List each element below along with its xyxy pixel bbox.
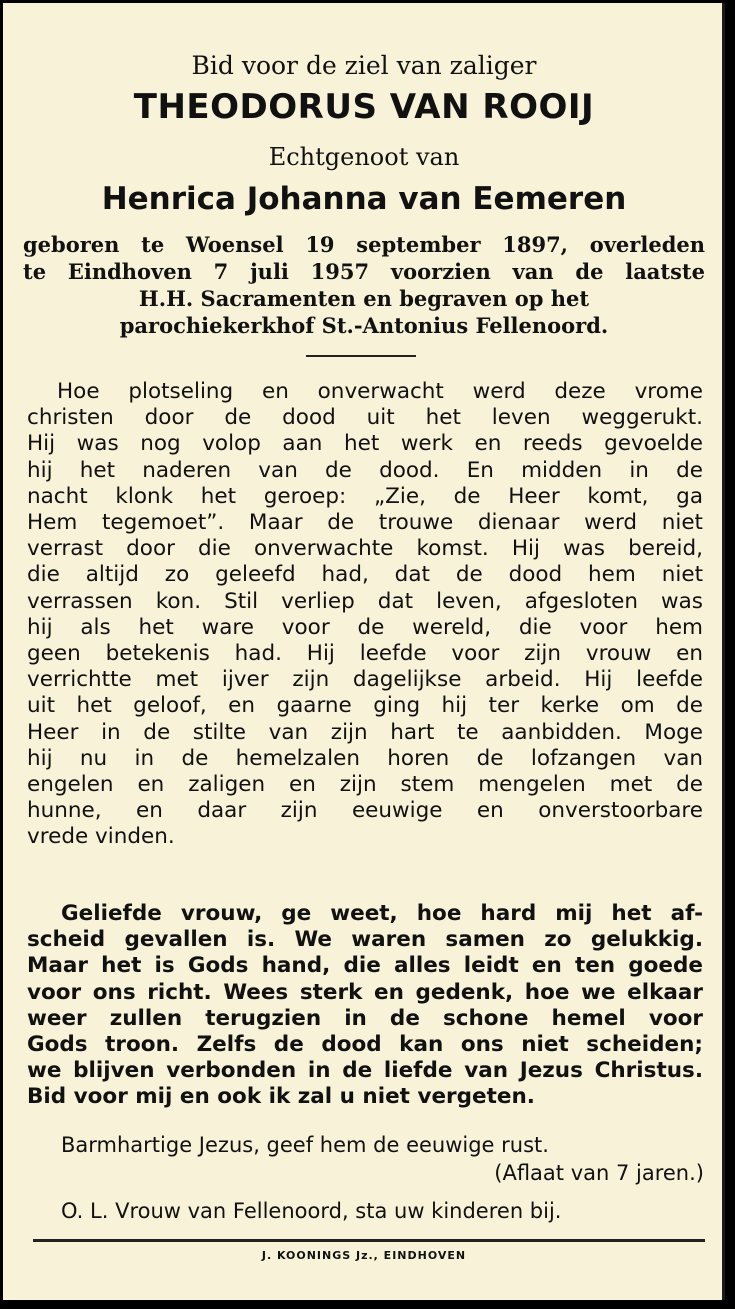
paragraph-2: [27, 901, 703, 1111]
short-divider: [306, 355, 416, 357]
text-line: Gods troon. Zelfs de dood kan ons niet scheiden;: [27, 1032, 703, 1058]
text-line: hunne, en daar zijn eeuwige en onverstoorbare: [27, 798, 703, 824]
text-line: verrassen kon. Stil verliep dat leven, afgesloten was: [27, 588, 703, 614]
text-line: voor ons richt. Wees sterk en gedenk, hoe we elkaar: [27, 979, 703, 1005]
text-line: Maar het is Gods hand, die alles leidt en ten goede: [27, 953, 703, 979]
memorial-card: [3, 3, 725, 1300]
prayer-fellenoord: O. L. Vrouw van Fellenoord, sta uw kinderen bij.: [61, 1199, 562, 1223]
bio-line: geboren te Woensel 19 september 1897, overleden: [23, 232, 705, 257]
text-line: Heer in de stilte van zijn hart te aanbidden. Moge: [27, 719, 703, 745]
text-line: Bid voor mij en ook ik zal u niet vergeten.: [27, 1084, 535, 1110]
text-line: hij als het ware voor de wereld, die voor hem: [27, 614, 703, 640]
text-line: uit het geloof, en gaarne ging hij ter kerke om de: [27, 693, 703, 719]
text-line: die altijd zo geleefd had, dat de dood hem niet: [27, 562, 703, 588]
printer-imprint: J. KOONINGS Jz., EINDHOVEN: [261, 1249, 467, 1262]
text-line: nacht klonk het geroep: „Zie, de Heer komt, ga: [27, 483, 703, 509]
intro-text: Bid voor de ziel van zaliger: [191, 51, 537, 80]
text-line: Geliefde vrouw, ge weet, hoe hard mij het af-: [61, 901, 703, 926]
prayer-rest: Barmhartige Jezus, geef hem de eeuwige rust.: [61, 1133, 549, 1157]
text-line: verrichtte met ijver zijn dagelijkse arbeid. Hij leefde: [27, 667, 703, 693]
bio-line: H.H. Sacramenten en begraven op het: [138, 286, 590, 311]
text-line: engelen en zaligen en zijn stem mengelen met de: [27, 772, 703, 798]
text-line: verrast door die onverwachte komst. Hij was bereid,: [27, 536, 703, 562]
text-line: geen betekenis had. Hij leefde voor zijn vrouw en: [27, 641, 703, 667]
indulgence-note: (Aflaat van 7 jaren.): [494, 1161, 704, 1185]
bio-line: te Eindhoven 7 juli 1957 voorzien van de laatste: [23, 259, 705, 284]
text-line: hij nu in de hemelzalen horen de lofzangen van: [27, 745, 703, 771]
text-line: christen door de dood uit het leven weggerukt.: [27, 405, 703, 431]
text-line: Hij was nog volop aan het werk en reeds gevoelde: [27, 431, 703, 457]
text-line: weer zullen terugzien in de schone hemel voor: [27, 1005, 703, 1031]
text-line: vrede vinden.: [27, 824, 175, 850]
text-line: we blijven verbonden in de liefde van Jezus Christus.: [27, 1058, 703, 1084]
bio-line: parochiekerkhof St.-Antonius Fellenoord.: [119, 313, 609, 338]
deceased-name: THEODORUS VAN ROOIJ: [133, 87, 595, 127]
text-line: hij het naderen van de dood. En midden in de: [27, 457, 703, 483]
text-line: scheid gevallen is. We waren samen zo gelukkig.: [27, 927, 703, 953]
text-line: Hem tegemoet”. Maar de trouwe dienaar werd niet: [27, 510, 703, 536]
paragraph-1: [27, 379, 703, 851]
spouse-label: Echtgenoot van: [268, 143, 460, 171]
bottom-divider: [33, 1239, 705, 1242]
text-line: Hoe plotseling en onverwacht werd deze vrome: [57, 379, 703, 404]
bio-block: [23, 231, 705, 339]
spouse-name: Henrica Johanna van Eemeren: [101, 181, 627, 217]
